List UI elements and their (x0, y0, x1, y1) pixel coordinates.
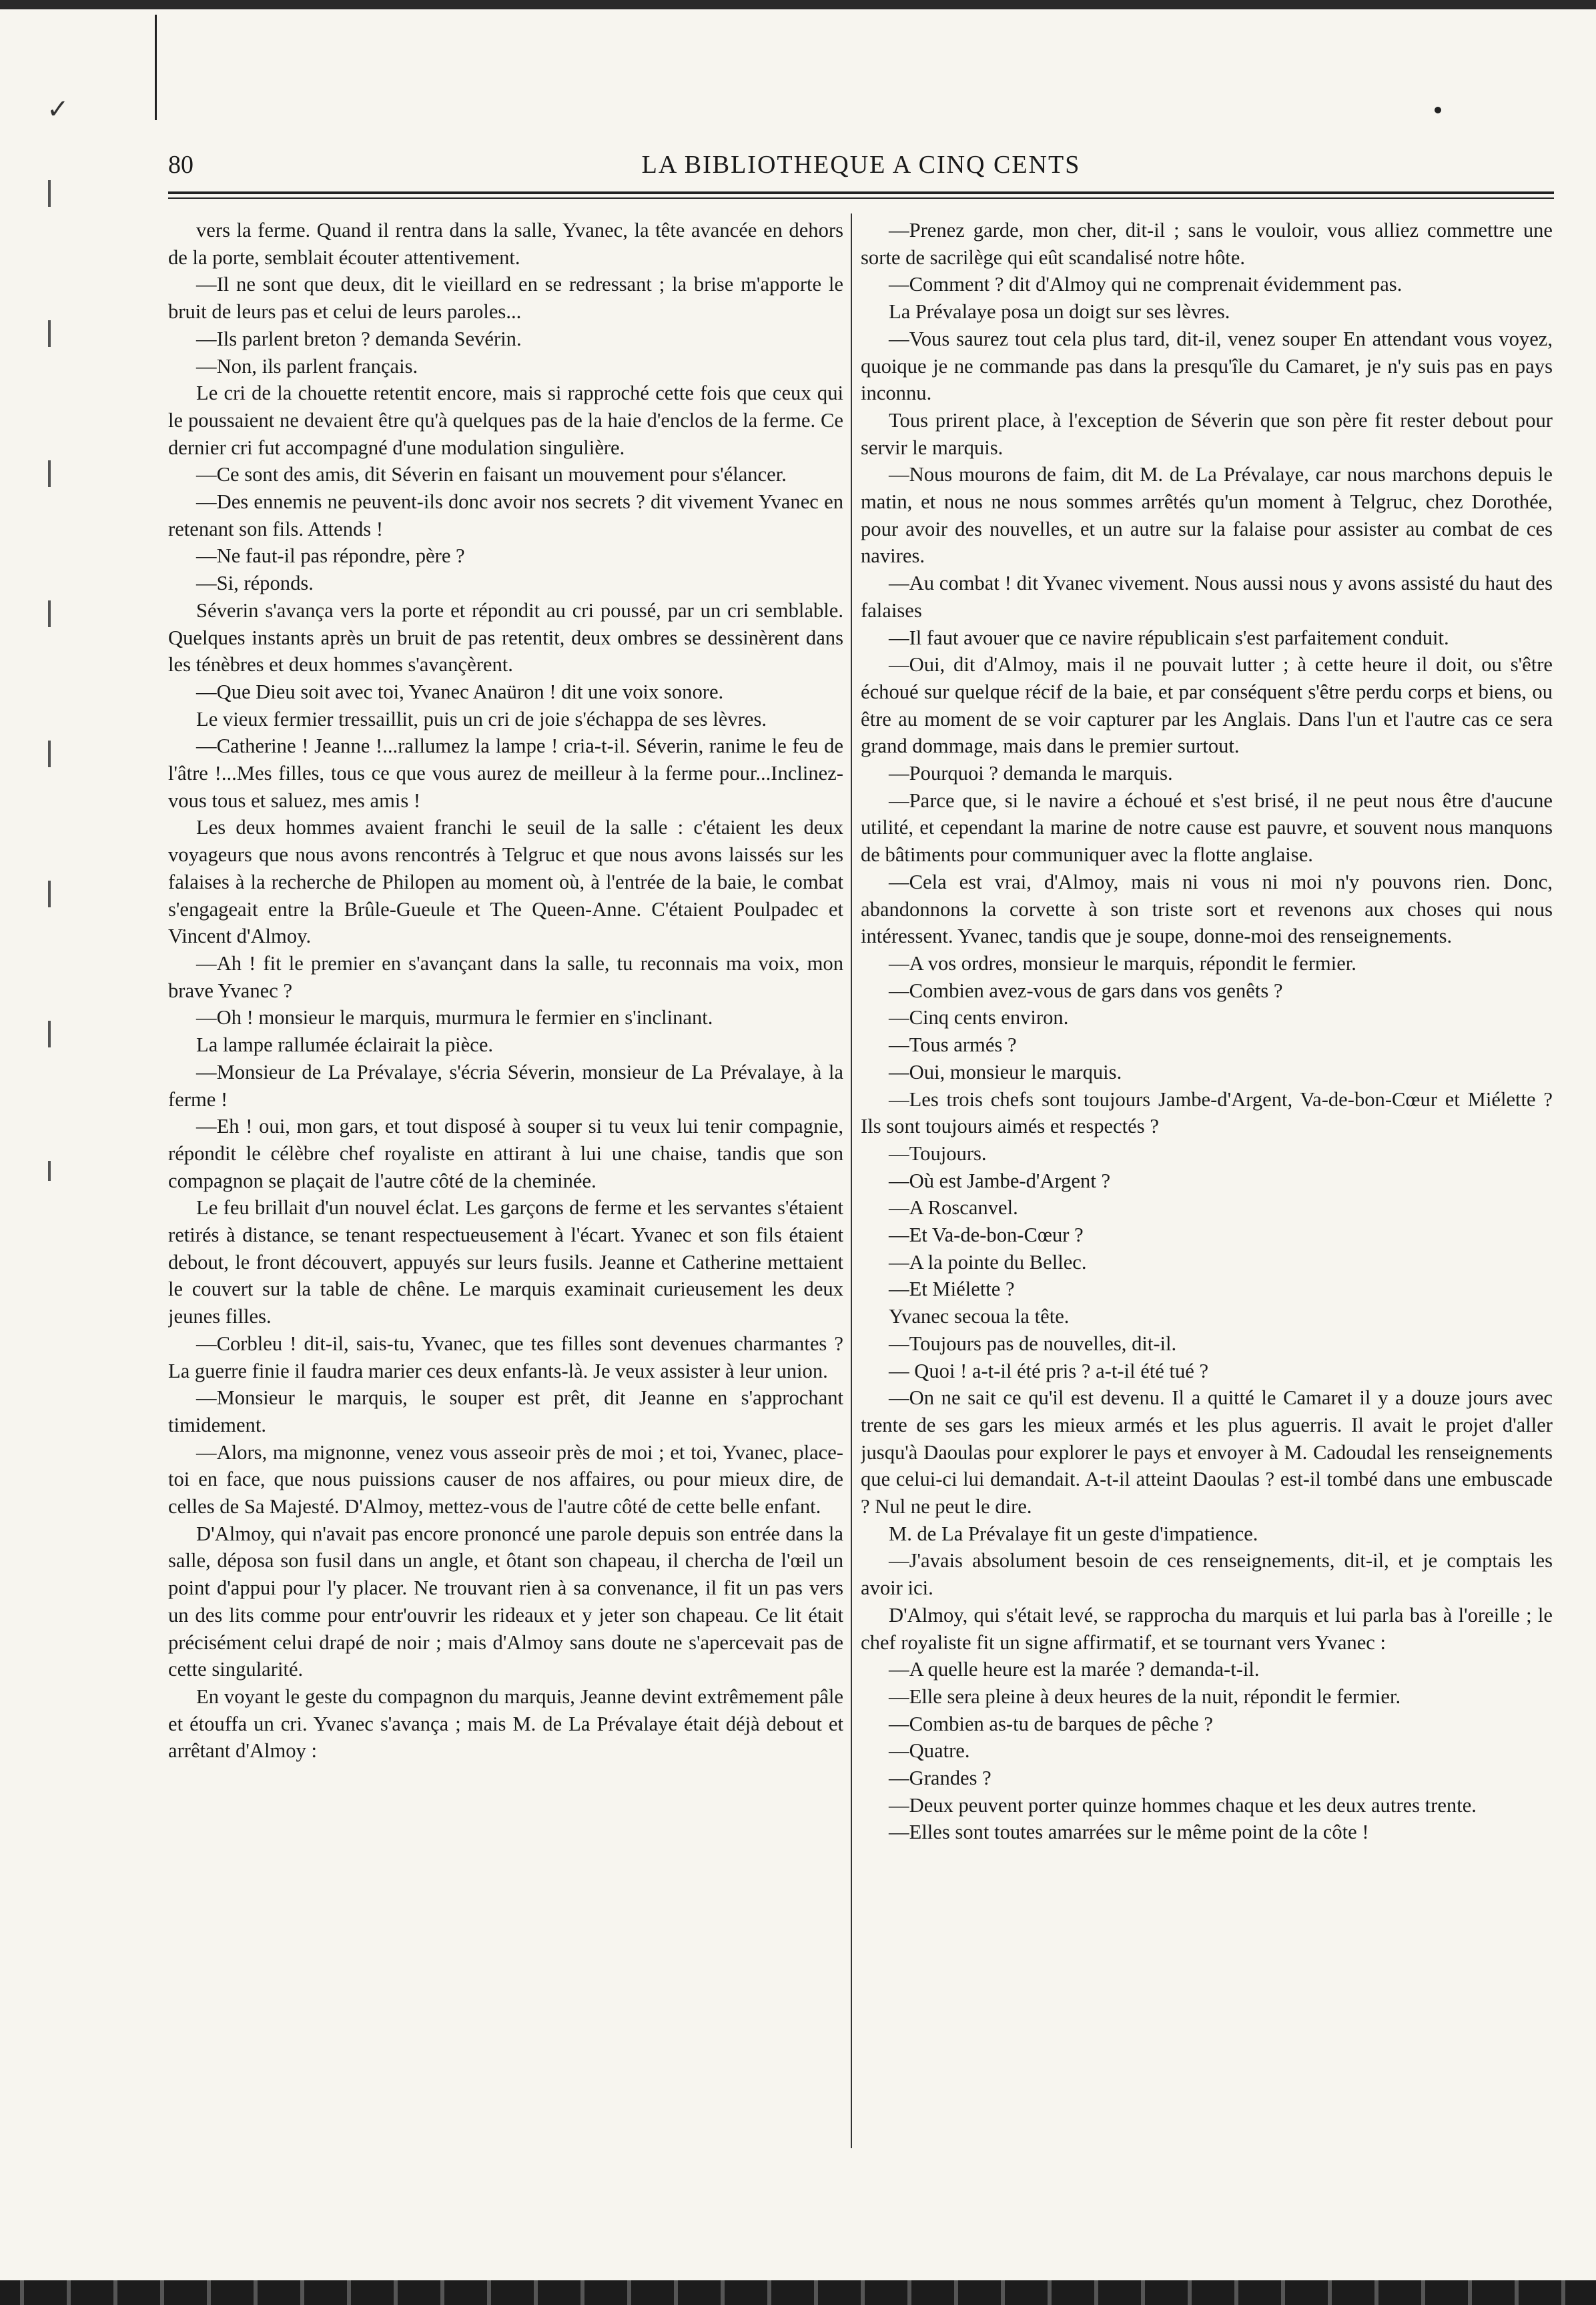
paragraph: —Combien avez-vous de gars dans vos genêts ? (889, 979, 1283, 1002)
paragraph: La Prévalaye posa un doigt sur ses lèvres. (889, 300, 1230, 324)
paragraph: —Si, réponds. (196, 572, 314, 595)
paragraph: Le feu brillait d'un nouvel éclat. Les garçons de ferme et les servantes s'étaient retirés à distance, se tenant respectueusement à l'écart. Yvanec et son fils étaient debout, le front découvert, appuyés sur leurs fusils. Jeanne et Catherine mettaient le couvert sur la table de chêne. Le marquis examinait curieusement les deux jeunes filles. (168, 1196, 843, 1328)
scan-top-border (0, 0, 1596, 9)
paragraph: vers la ferme. Quand il rentra dans la salle, Yvanec, la tête avancée en dehors de la porte, semblait écouter attentivement. (168, 219, 843, 269)
paragraph: —Non, ils parlent français. (196, 354, 418, 378)
paragraph: —J'avais absolument besoin de ces renseignements, dit-il, et je comptais les avoir ici. (861, 1549, 1553, 1600)
scan-dot (1435, 107, 1441, 113)
paragraph: —Parce que, si le navire a échoué et s'est brisé, il ne peut nous être d'aucune utilité, et cependant la marine de notre cause est pauvre, et souvent nous manquons de bâtiments pour communiquer avec la flotte anglaise. (861, 789, 1553, 867)
paragraph: En voyant le geste du compagnon du marquis, Jeanne devint extrêmement pâle et étouffa un cri. Yvanec s'avança ; mais M. de La Prévalaye était déjà debout et arrêtant d'Almoy : (168, 1685, 843, 1763)
paragraph: Yvanec secoua la tête. (889, 1305, 1070, 1328)
paragraph: —Au combat ! dit Yvanec vivement. Nous aussi nous y avons assisté du haut des falaises (861, 572, 1553, 622)
paragraph: —Comment ? dit d'Almoy qui ne comprenait évidemment pas. (889, 273, 1403, 296)
paragraph: —Oui, dit d'Almoy, mais il ne pouvait lutter ; à cette heure il doit, ou s'être échoué sur quelque récif de la baie, et par conséquent s'être perdu corps et biens, ou être au moment de se voir capturer par les Anglais. Dans l'un et l'autre cas ce sera grand dommage, mais dans le premier surtout. (861, 653, 1553, 758)
page-header (168, 150, 1554, 185)
paragraph: —Où est Jambe-d'Argent ? (889, 1169, 1111, 1192)
paragraph: —Vous saurez tout cela plus tard, dit-il, venez souper En attendant vous voyez, quoique je ne commande pas dans la presqu'île du Camaret, je n'y suis pas en pays inconnu. (861, 327, 1553, 405)
paragraph: —Ah ! fit le premier en s'avançant dans la salle, tu reconnais ma voix, mon brave Yvanec ? (168, 951, 843, 1002)
paragraph: —Tous armés ? (889, 1033, 1017, 1057)
paragraph: —Cela est vrai, d'Almoy, mais ni vous ni moi n'y pouvons rien. Donc, abandonnons la corvette à son triste sort et revenons aux choses qui nous intéressent. Yvanec, tandis que je soupe, donne-moi des renseignements. (861, 870, 1553, 948)
paragraph: —Elle sera pleine à deux heures de la nuit, répondit le fermier. (889, 1685, 1401, 1708)
paragraph: —A vos ordres, monsieur le marquis, répondit le fermier. (889, 951, 1356, 975)
paragraph: —Elles sont toutes amarrées sur le même point de la côte ! (889, 1821, 1369, 1844)
paragraph: —Ne faut-il pas répondre, père ? (196, 544, 465, 568)
text-column-left (168, 217, 843, 2192)
paragraph: —Combien as-tu de barques de pêche ? (889, 1712, 1213, 1735)
paragraph: —Il ne sont que deux, dit le vieillard en se redressant ; la brise m'apporte le bruit de leurs pas et celui de leurs paroles... (168, 273, 843, 324)
paragraph: —A la pointe du Bellec. (889, 1250, 1087, 1274)
header-rule-thick (168, 191, 1554, 194)
paragraph: —Deux peuvent porter quinze hommes chaque et les deux autres trente. (889, 1793, 1477, 1817)
paragraph: M. de La Prévalaye fit un geste d'impatience. (889, 1522, 1258, 1545)
paragraph: —Oui, monsieur le marquis. (889, 1060, 1122, 1083)
paragraph: —Toujours pas de nouvelles, dit-il. (889, 1332, 1177, 1355)
paragraph: —Et Miélette ? (889, 1278, 1015, 1301)
scan-vertical-mark (155, 15, 157, 120)
paragraph: —Monsieur le marquis, le souper est prêt, dit Jeanne en s'approchant timidement. (168, 1386, 843, 1436)
page-number: 80 (168, 151, 193, 179)
column-divider (851, 213, 852, 2148)
paragraph: —Monsieur de La Prévalaye, s'écria Séverin, monsieur de La Prévalaye, à la ferme ! (168, 1060, 843, 1111)
paragraph: —Ce sont des amis, dit Séverin en faisant un mouvement pour s'élancer. (196, 463, 787, 486)
paragraph: —A quelle heure est la marée ? demanda-t-il. (889, 1658, 1260, 1681)
paragraph: — Quoi ! a-t-il été pris ? a-t-il été tué ? (889, 1359, 1209, 1382)
paragraph: —Il faut avouer que ce navire républicain s'est parfaitement conduit. (889, 626, 1449, 649)
paragraph: —Quatre. (889, 1739, 970, 1763)
running-title: LA BIBLIOTHEQUE A CINQ CENTS (641, 151, 1081, 179)
paragraph: —Toujours. (889, 1141, 987, 1165)
paragraph: Les deux hommes avaient franchi le seuil de la salle : c'étaient les deux voyageurs que nous avons rencontrés à Telgruc et que nous avons laissés sur les falaises à la recherche de Philopen au moment où, à l'entrée de la baie, le combat s'engageait entre la Brûle-Gueule et The Queen-Anne. C'étaient Poulpadec et Vincent d'Almoy. (168, 816, 843, 948)
paragraph: —Eh ! oui, mon gars, et tout disposé à souper si tu veux lui tenir compagnie, répondit le célèbre chef royaliste en attirant à lui une chaise, tandis que son compagnon se plaçait de l'autre côté de la cheminée. (168, 1115, 843, 1192)
paragraph: Le vieux fermier tressaillit, puis un cri de joie s'échappa de ses lèvres. (196, 707, 767, 731)
paragraph: —Des ennemis ne peuvent-ils donc avoir nos secrets ? dit vivement Yvanec en retenant son fils. Attends ! (168, 490, 843, 540)
paragraph: La lampe rallumée éclairait la pièce. (196, 1033, 494, 1057)
paragraph: —Oh ! monsieur le marquis, murmura le fermier en s'inclinant. (196, 1006, 713, 1029)
paragraph: —Corbleu ! dit-il, sais-tu, Yvanec, que tes filles sont devenues charmantes ? La guerre finie il faudra marier ces deux enfants-là. Je veux assister à leur union. (168, 1332, 843, 1382)
paragraph: —Ils parlent breton ? demanda Sevérin. (196, 327, 522, 350)
paragraph: —Nous mourons de faim, dit M. de La Prévalaye, car nous marchons depuis le matin, et nous ne nous sommes arrêtés qu'un moment à Telgruc, chez Dorothée, pour avoir des nouvelles, et un autre sur la falaise pour assister au combat de ces navires. (861, 463, 1553, 568)
paragraph: —Cinq cents environ. (889, 1006, 1069, 1029)
paragraph: —On ne sait ce qu'il est devenu. Il a quitté le Camaret il y a douze jours avec trente de ses gars les mieux armés et les plus aguerris. Il avait le projet d'aller jusqu'à Daoulas pour explorer le pays et envoyer à M. Cadoudal les renseignements que celui-ci lui demandait. A-t-il atteint Daoulas ? est-il tombé dans une embuscade ? Nul ne peut le dire. (861, 1386, 1553, 1518)
scan-bottom-border (0, 2280, 1596, 2305)
paragraph: —Grandes ? (889, 1767, 991, 1790)
paragraph: —Pourquoi ? demanda le marquis. (889, 762, 1173, 785)
paragraph: —Les trois chefs sont toujours Jambe-d'Argent, Va-de-bon-Cœur et Miélette ? Ils sont toujours aimés et respectés ? (861, 1087, 1553, 1138)
paragraph: D'Almoy, qui s'était levé, se rapprocha du marquis et lui parla bas à l'oreille ; le chef royaliste fit un signe affirmatif, et se tournant vers Yvanec : (861, 1603, 1553, 1654)
paragraph: —Alors, ma mignonne, venez vous asseoir près de moi ; et toi, Yvanec, place-toi en face, que nous puissions causer de nos affaires, ou pour mieux dire, de celles de Sa Majesté. D'Almoy, mettez-vous de l'autre côté de cette belle enfant. (168, 1440, 843, 1518)
paragraph: —Et Va-de-bon-Cœur ? (889, 1224, 1084, 1247)
paragraph: —Que Dieu soit avec toi, Yvanec Anaüron ! dit une voix sonore. (196, 680, 724, 703)
paragraph: —Prenez garde, mon cher, dit-il ; sans le vouloir, vous alliez commettre une sorte de sacrilège qui eût scandalisé notre hôte. (861, 219, 1553, 269)
scan-left-ticks (48, 180, 51, 1181)
paragraph: Le cri de la chouette retentit encore, mais si rapproché cette fois que ceux qui le poussaient ne devaient être qu'à quelques pas de la haie d'enclos de la ferme. Ce dernier cri fut accompagné d'une modulation singulière. (168, 382, 843, 459)
paragraph: —Catherine ! Jeanne !...rallumez la lampe ! cria-t-il. Séverin, ranime le feu de l'âtre !...Mes filles, tous ce que vous aurez de meilleur à la ferme pour...Inclinez-vous tous et saluez, mes amis ! (168, 735, 843, 812)
paragraph: D'Almoy, qui n'avait pas encore prononcé une parole depuis son entrée dans la salle, déposa son fusil dans un angle, et ôtant son chapeau, il chercha de l'œil un point d'appui pour l'y placer. Ne trouvant rien à sa convenance, il fit un pas vers un des lits comme pour entr'ouvrir les rideaux et y jeter son chapeau. Ce lit était précisément celui drapé de noir ; mais d'Almoy sans doute ne s'apercevait pas de cette singularité. (168, 1522, 843, 1681)
paragraph: —A Roscanvel. (889, 1196, 1018, 1220)
text-column-right (861, 217, 1553, 2192)
header-rule-thin (168, 197, 1554, 199)
paragraph: Séverin s'avança vers la porte et répondit au cri poussé, par un cri semblable. Quelques instants après un bruit de pas retentit, deux ombres se dessinèrent dans les ténèbres et deux hommes s'avançèrent. (168, 598, 843, 676)
scan-corner-mark: ✓ (47, 94, 69, 124)
paragraph: Tous prirent place, à l'exception de Séverin que son père fit rester debout pour servir le marquis. (861, 408, 1553, 459)
